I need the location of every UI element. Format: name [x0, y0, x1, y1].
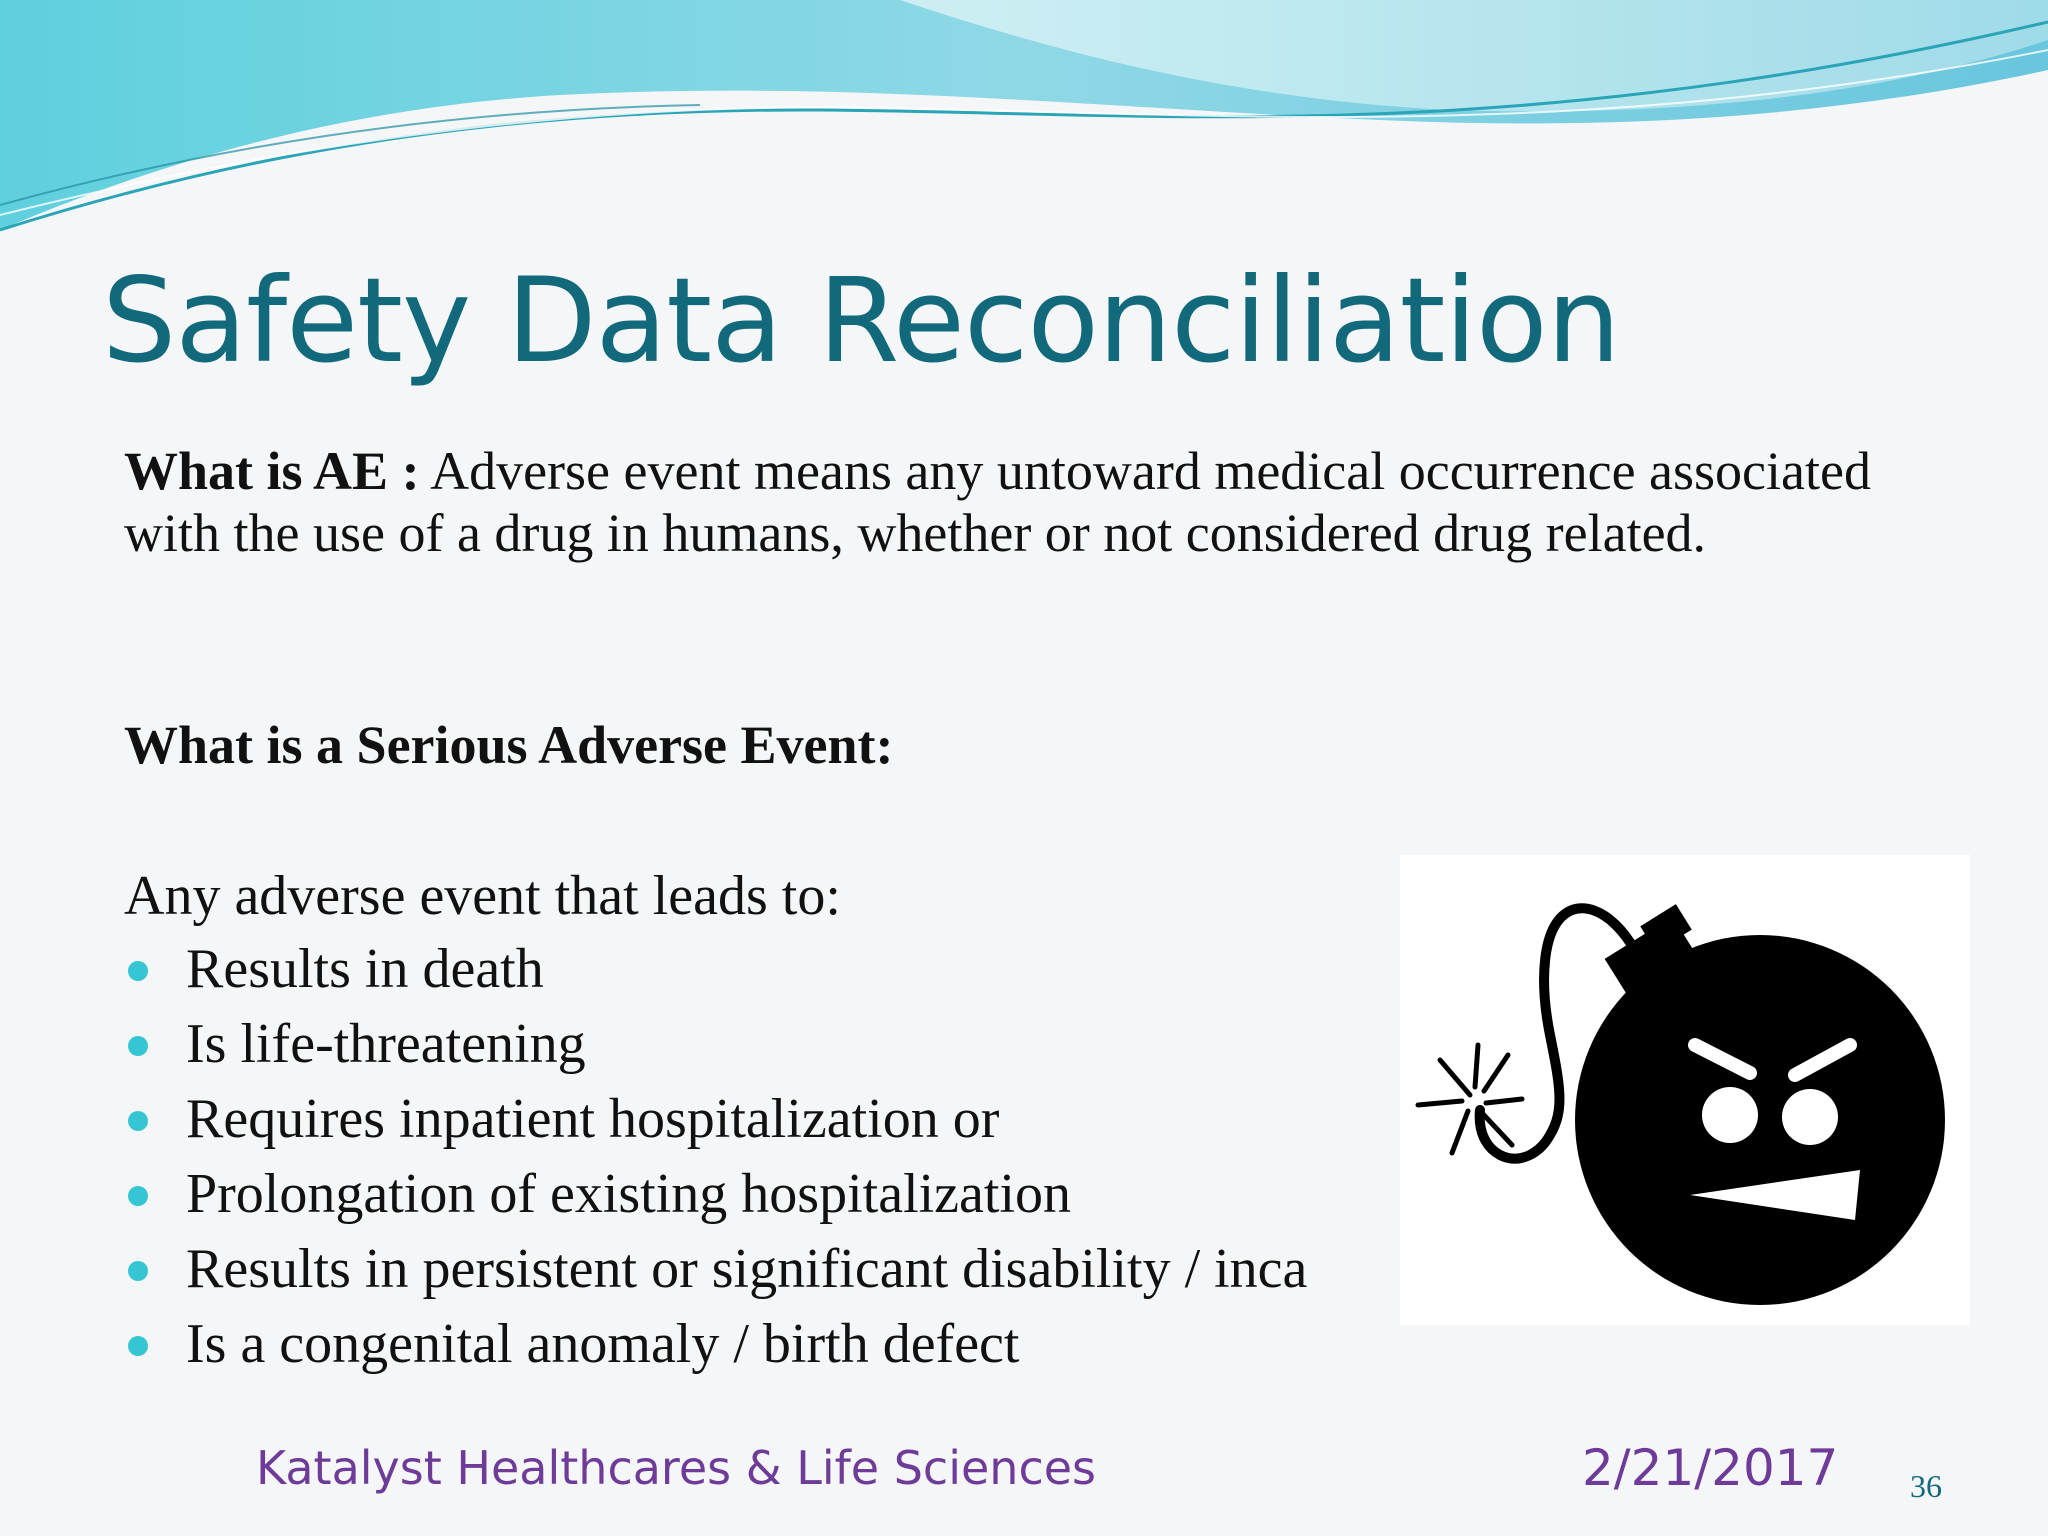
bullet-icon [128, 1186, 148, 1206]
bullet-icon [128, 1036, 148, 1056]
list-item [124, 937, 1404, 1012]
bullet-icon [128, 961, 148, 981]
ae-definition-block [124, 440, 1884, 564]
footer-company: Katalyst Healthcares & Life Sciences [256, 1441, 1097, 1495]
bullet-icon [128, 1336, 148, 1356]
sae-criteria-list [124, 937, 1404, 1387]
list-item-text: Requires inpatient hospitalization or [186, 1088, 1000, 1150]
list-item-text: Is life-threatening [186, 1013, 586, 1075]
list-item-text: Results in persistent or significant disability / inca [186, 1238, 1308, 1300]
footer-date: 2/21/2017 [1582, 1439, 1839, 1497]
leads-to-text: Any adverse event that leads to: [124, 865, 841, 927]
list-item [124, 1012, 1404, 1087]
slide-title: Safety Data Reconciliation [102, 252, 1620, 389]
ae-definition [124, 440, 1884, 564]
sae-heading: What is a Serious Adverse Event: [124, 715, 894, 775]
page-number: 36 [1910, 1468, 1942, 1504]
list-item [124, 1237, 1404, 1312]
list-item [124, 1312, 1404, 1387]
header-wave-decoration [0, 0, 2048, 260]
ae-definition-text: Adverse event means any untoward medical occurrence associated with the use of a drug in humans, whether or not considered drug related. [124, 441, 1871, 563]
ae-label: What is AE : [124, 441, 420, 501]
list-item-text: Is a congenital anomaly / birth defect [186, 1313, 1020, 1375]
list-item-text: Prolongation of existing hospitalization [186, 1163, 1072, 1225]
list-item-text: Results in death [186, 938, 544, 1000]
bullet-icon [128, 1261, 148, 1281]
bomb-image [1400, 855, 1970, 1325]
list-item [124, 1087, 1404, 1162]
list-item [124, 1162, 1404, 1237]
angry-bomb-icon [1400, 855, 1970, 1325]
bullet-icon [128, 1111, 148, 1131]
